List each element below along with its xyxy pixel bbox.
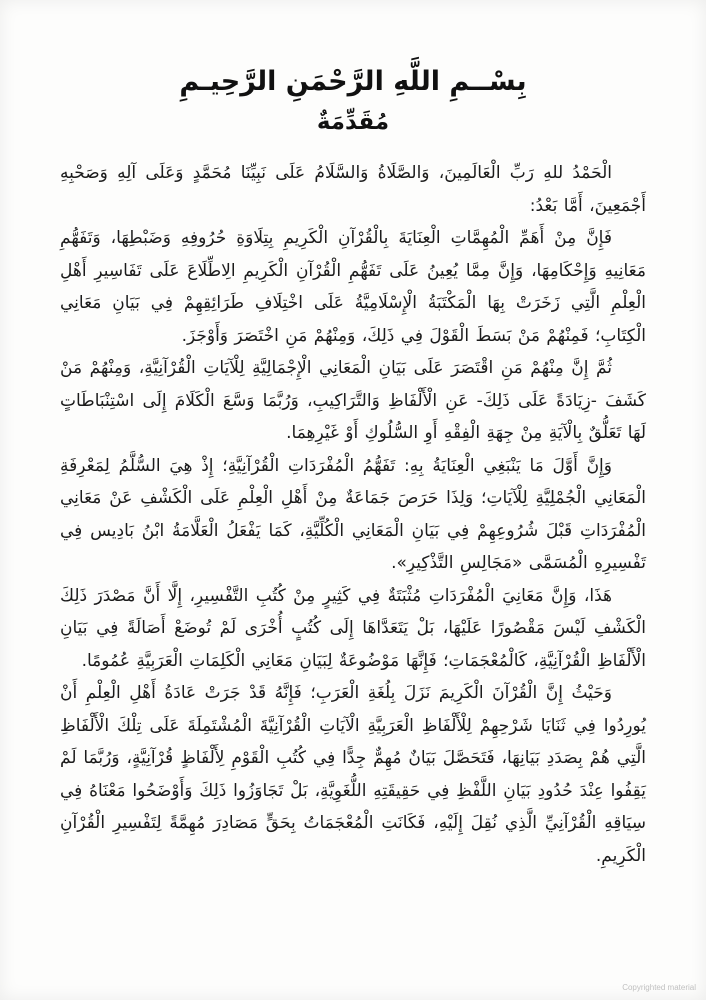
- body-text: [60, 157, 646, 872]
- paragraph: هَذَا، وَإِنَّ مَعَانِيَ الْمُفْرَدَاتِ مُثْبَتَةٌ فِي كَثِيرٍ مِنْ كُتُبِ التَّفْسِيرِ، إِلَّا أَنَّ مَصْدَرَ ذَلِكَ الْكَشْفِ لَيْسَ مَقْصُورًا عَلَيْهَا، بَلْ يَتَعَدَّاهَا إِلَى كُتُبٍ أُخْرَى لَمْ تُوضَعْ أَصَالَةً فِي بَيَانِ الْأَلْفَاظِ الْقُرْآنِيَّةِ، كَالْمُعْجَمَاتِ؛ فَإِنَّهَا مَوْضُوعَةٌ لِبَيَانِ مَعَانِي الْكَلِمَاتِ الْعَرَبِيَّةِ عُمُومًا.: [60, 585, 646, 671]
- basmala-calligraphy: بِسْــمِ اللَّهِ الرَّحْمَنِ الرَّحِيـمِ: [179, 66, 527, 97]
- paragraph: وَإِنَّ أَوَّلَ مَا يَنْبَغِي الْعِنَايَةُ بِهِ: تَفَهُّمُ الْمُفْرَدَاتِ الْقُرْآنِيَّةِ؛ إِذْ هِيَ السُّلَّمُ لِمَعْرِفَةِ الْمَعَانِي الْجُمْلِيَّةِ لِلْآيَاتِ؛ وَلِذَا حَرَصَ جَمَاعَةٌ مِنْ أَهْلِ الْعِلْمِ عَلَى الْكَشْفِ عَنْ مَعَانِي الْمُفْرَدَاتِ قَبْلَ شُرُوعِهِمْ فِي بَيَانِ الْمَعَانِي الْكُلِّيَّةِ، كَمَا يَفْعَلُ الْعَلَّامَةُ ابْنُ بَادِيس فِي تَفْسِيرِهِ الْمُسَمَّى «مَجَالِسِ التَّذْكِيرِ».: [60, 455, 646, 574]
- paragraph: وَحَيْثُ إِنَّ الْقُرْآنَ الْكَرِيمَ نَزَلَ بِلُغَةِ الْعَرَبِ؛ فَإِنَّهُ قَدْ جَرَتْ عَادَةُ أَهْلِ الْعِلْمِ أَنْ يُورِدُوا فِي ثَنَايَا شَرْحِهِمْ لِلْأَلْفَاظِ الْعَرَبِيَّةِ الْآيَاتِ الْقُرْآنِيَّةَ الْمُشْتَمِلَةَ عَلَى تِلْكَ الْأَلْفَاظِ الَّتِي هُمْ بِصَدَدِ بَيَانِهَا، فَتَحَصَّلَ بَيَانٌ مُهِمٌّ جِدًّا فِي كُتُبِ الْقَوْمِ لِأَلْفَاظٍ قُرْآنِيَّةٍ، وَرُبَّمَا لَمْ يَقِفُوا عِنْدَ حُدُودِ بَيَانِ اللَّفْظِ فِي حَقِيقَتِهِ اللُّغَوِيَّةِ، بَلْ تَجَاوَزُوا ذَلِكَ وَأَوْضَحُوا مَعْنَاهُ فِي سِيَاقِهِ الْقُرْآنِيِّ الَّذِي نُقِلَ إِلَيْهِ، فَكَانَتِ الْمُعْجَمَاتُ بِحَقٍّ مَصَادِرَ مُهِمَّةً لِتَفْسِيرِ الْقُرْآنِ الْكَرِيمِ.: [60, 683, 646, 866]
- chapter-heading: مُقَدِّمَةٌ: [316, 109, 390, 136]
- paragraph: ثُمَّ إِنَّ مِنْهُمْ مَنِ اقْتَصَرَ عَلَى بَيَانِ الْمَعَانِي الْإِجْمَالِيَّةِ لِلْآيَاتِ الْقُرْآنِيَّةِ، وَمِنْهُمْ مَنْ كَشَفَ -زِيَادَةً عَلَى ذَلِكَ- عَنِ الْأَلْفَاظِ وَالتَّرَاكِيبِ، وَرُبَّمَا وَسَّعَ الْكَلَامَ إِلَى اسْتِنْبَاطَاتٍ لَهَا تَعَلُّقٌ بِالْآيَةِ مِنْ جِهَةِ الْفِقْهِ أَوِ السُّلُوكِ أَوْ غَيْرِهِمَا.: [60, 358, 646, 444]
- paragraph: الْحَمْدُ للهِ رَبِّ الْعَالَمِينَ، وَالصَّلَاةُ وَالسَّلَامُ عَلَى نَبِيِّنَا مُحَمَّدٍ وَعَلَى آلِهِ وَصَحْبِهِ أَجْمَعِينَ، أَمَّا بَعْدُ:: [60, 163, 646, 216]
- copyright-watermark: Copyrighted material: [622, 983, 696, 992]
- paragraph: فَإِنَّ مِنْ أَهَمِّ الْمُهِمَّاتِ الْعِنَايَةَ بِالْقُرْآنِ الْكَرِيمِ بِتِلَاوَةِ حُرُوفِهِ وَضَبْطِهَا، وَتَفَهُّمِ مَعَانِيهِ وَإِحْكَامِهَا، وَإِنَّ مِمَّا يُعِينُ عَلَى تَفَهُّمِ الْقُرْآنِ الْكَرِيمِ الِاطِّلَاعَ عَلَى تَفَاسِيرِ أَهْلِ الْعِلْمِ الَّتِي زَخَرَتْ بِهَا الْمَكْتَبَةُ الْإِسْلَامِيَّةُ عَلَى اخْتِلَافِ طَرَائِقِهِمْ فِي بَيَانِ مَعَانِي الْكِتَابِ؛ فَمِنْهُمْ مَنْ بَسَطَ الْقَوْلَ فِي ذَلِكَ، وَمِنْهُمْ مَنِ اخْتَصَرَ وَأَوْجَزَ.: [60, 228, 646, 346]
